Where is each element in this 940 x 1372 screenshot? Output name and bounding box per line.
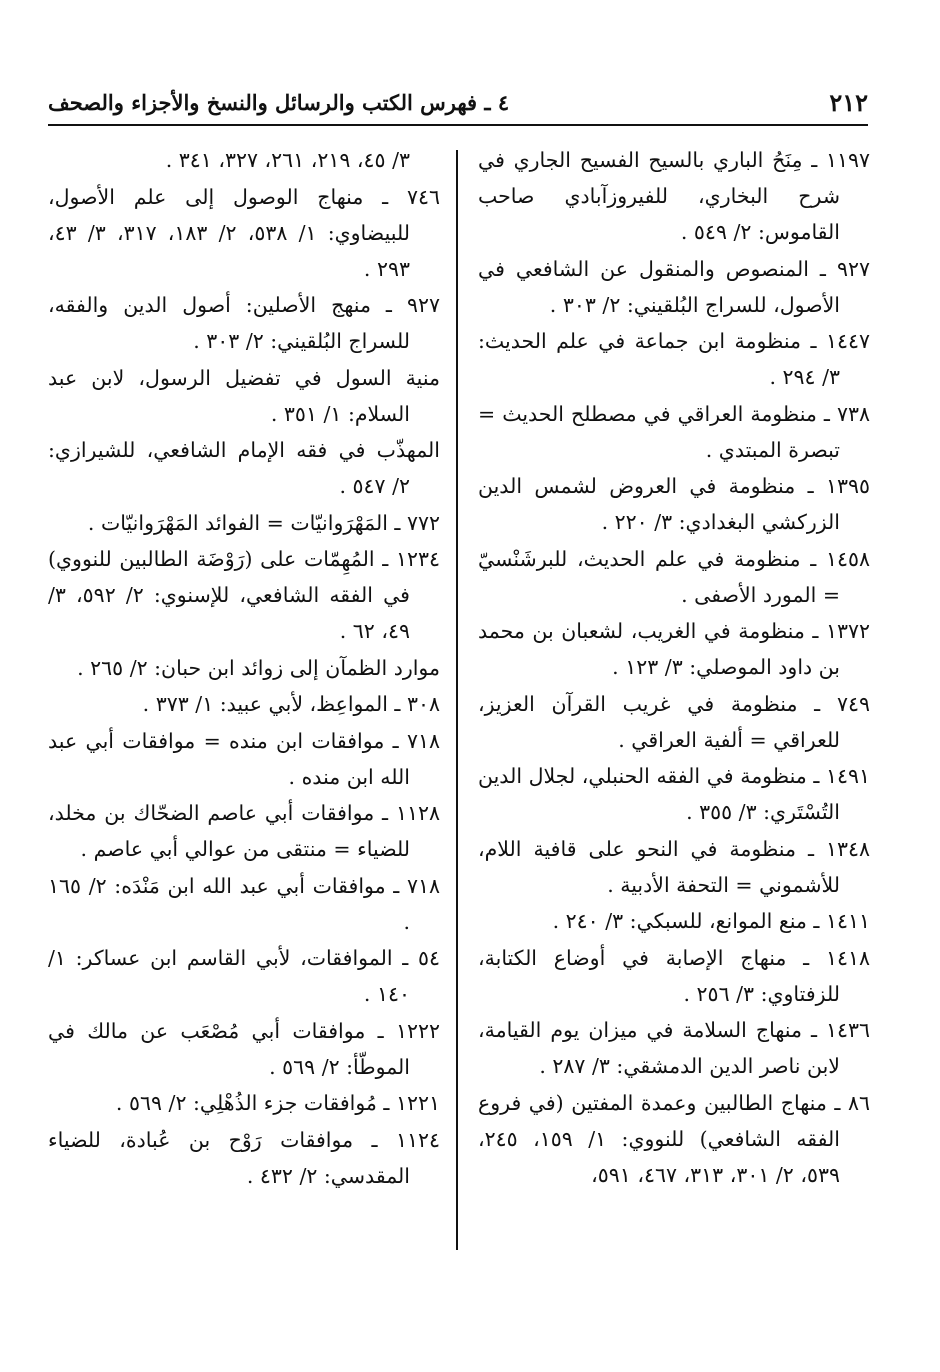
index-entry: موارد الظمآن إلى زوائد ابن حبان: ٢/ ٢٦٥ . <box>77 655 440 680</box>
index-entry: ١٤٤٧ ـ منظومة ابن جماعة في علم الحديث: ٣/ ٢٩٤ . <box>478 329 870 389</box>
index-entry: منية السول في تفضيل الرسول، لابن عبد السلام: ١/ ٣٥١ . <box>48 365 440 426</box>
index-entry: ١٢٣٤ ـ المُهِمّات على (رَوْضَة الطالبين للنووي) في الفقه الشافعي، للإسنوي: ٢/ ٥٩٢، ٣/ ٤٩، ٦٢ . <box>48 547 440 643</box>
index-entry: ١١٢٤ ـ موافقات رَوْح بن عُبادة، للضياء المقدسي: ٢/ ٤٣٢ . <box>48 1127 440 1188</box>
index-entry: ١٣٧٢ ـ منظومة في الغريب، لشعبان بن محمد بن داود الموصلي: ٣/ ١٢٣ . <box>478 619 870 679</box>
index-entry: المهذّب في فقه الإمام الشافعي، للشيرازي: ٢/ ٥٤٧ . <box>48 438 440 498</box>
index-entry: ٥٤ ـ الموافقات، لأبي القاسم ابن عساكر: ١/ ١٤٠ . <box>48 946 440 1006</box>
index-entry: ١٣٩٥ ـ منظومة في العروض لشمس الدين الزركشي البغدادي: ٣/ ٢٢٠ . <box>478 474 870 534</box>
index-entry: ١٢٢٢ ـ موافقات أبي مُصْعَب عن مالك في الموطّأ: ٢/ ٥٦٩ . <box>48 1018 440 1079</box>
index-entry: ١٤٣٦ ـ منهاج السلامة في ميزان يوم القيامة، لابن ناصر الدين الدمشقي: ٣/ ٢٨٧ . <box>478 1018 870 1078</box>
running-title: ٤ ـ فهرس الكتب والرسائل والنسخ والأجزاء والصحف <box>48 90 510 115</box>
index-entry: ٣٠٨ ـ المواعِظ، لأبي عبيد: ١/ ٣٧٣ . <box>142 692 440 716</box>
right-column <box>478 142 870 1193</box>
index-entry: ١٢٢١ ـ مُوافقات جزء الذُهْلِي: ٢/ ٥٦٩ . <box>115 1091 440 1115</box>
index-entry: ٧٧٢ ـ المَهْرَوانيّات = الفوائد المَهْرَوانيّات . <box>87 510 440 535</box>
left-column <box>48 142 440 1194</box>
page-number: ٢١٢ <box>829 88 868 117</box>
index-entry: ٧٣٨ ـ منظومة العراقي في مصطلح الحديث = تبصرة المبتدي . <box>478 401 870 462</box>
page-header <box>48 88 868 122</box>
index-entry: ١٤١٨ ـ منهاج الإصابة في أوضاع الكتابة، للزفتاوي: ٣/ ٢٥٦ . <box>478 945 870 1006</box>
column-divider <box>456 150 458 1250</box>
index-entry: ٩٢٧ ـ منهج الأصلين: أصول الدين والفقه، للسراج البُلقيني: ٢/ ٣٠٣ . <box>48 293 440 353</box>
index-entry: ١٤٥٨ ـ منظومة في علم الحديث، للبرشَنْسيّ = المورد الأصفى . <box>478 546 870 607</box>
index-entry: ١٣٤٨ ـ منظومة في النحو على قافية اللام، للأشموني = التحفة الأدبية . <box>478 836 870 897</box>
index-entry: ١١٢٨ ـ موافقات أبي عاصم الضحّاك بن مخلد، للضياء = منتقى من عوالي أبي عاصم . <box>48 801 440 861</box>
index-entry: ٧١٨ ـ موافقات أبي عبد الله ابن مَنْدَه: ٢/ ١٦٥ . <box>48 873 440 934</box>
index-entry: ٧١٨ ـ موافقات ابن منده = موافقات أبي عبد الله ابن منده . <box>48 728 440 789</box>
index-entry: ١٤٩١ ـ منظومة في الفقه الحنبلي، لجلال الدين التُسْتَري: ٣/ ٣٥٥ . <box>478 764 870 824</box>
index-entry: ١٤١١ ـ منع الموانع، للسبكي: ٣/ ٢٤٠ . <box>552 909 870 933</box>
index-entry: ٩٢٧ ـ المنصوص والمنقول عن الشافعي في الأصول، للسراج البُلقيني: ٢/ ٣٠٣ . <box>478 256 870 317</box>
index-entry-continuation: ٣/ ٤٥، ٢١٩، ٢٦١، ٣٢٧، ٣٤١ . <box>165 148 410 172</box>
header-divider <box>48 124 868 126</box>
index-entry: ١١٩٧ ـ مِنَحُ الباري بالسيح الفسيح الجاري في شرح البخاري، للفيروزآبادي صاحب القاموس: ٢/ ٥٤٩ . <box>478 148 870 244</box>
index-entry: ٧٤٦ ـ منهاج الوصول إلى علم الأصول، للبيضاوي: ١/ ٥٣٨، ٢/ ١٨٣، ٣١٧، ٣/ ٤٣، ٢٩٣ . <box>48 184 440 281</box>
index-entry: ٧٤٩ ـ منظومة في غريب القرآن العزيز، للعراقي = ألفية العراقي . <box>478 691 870 752</box>
index-entry: ٨٦ ـ منهاج الطالبين وعمدة المفتين (في فروع الفقه الشافعي) للنووي: ١/ ١٥٩، ٢٤٥، ٥٣٩، ٢/ ٣٠١، ٣١٣، ٤٦٧، ٥٩١، <box>478 1090 870 1187</box>
